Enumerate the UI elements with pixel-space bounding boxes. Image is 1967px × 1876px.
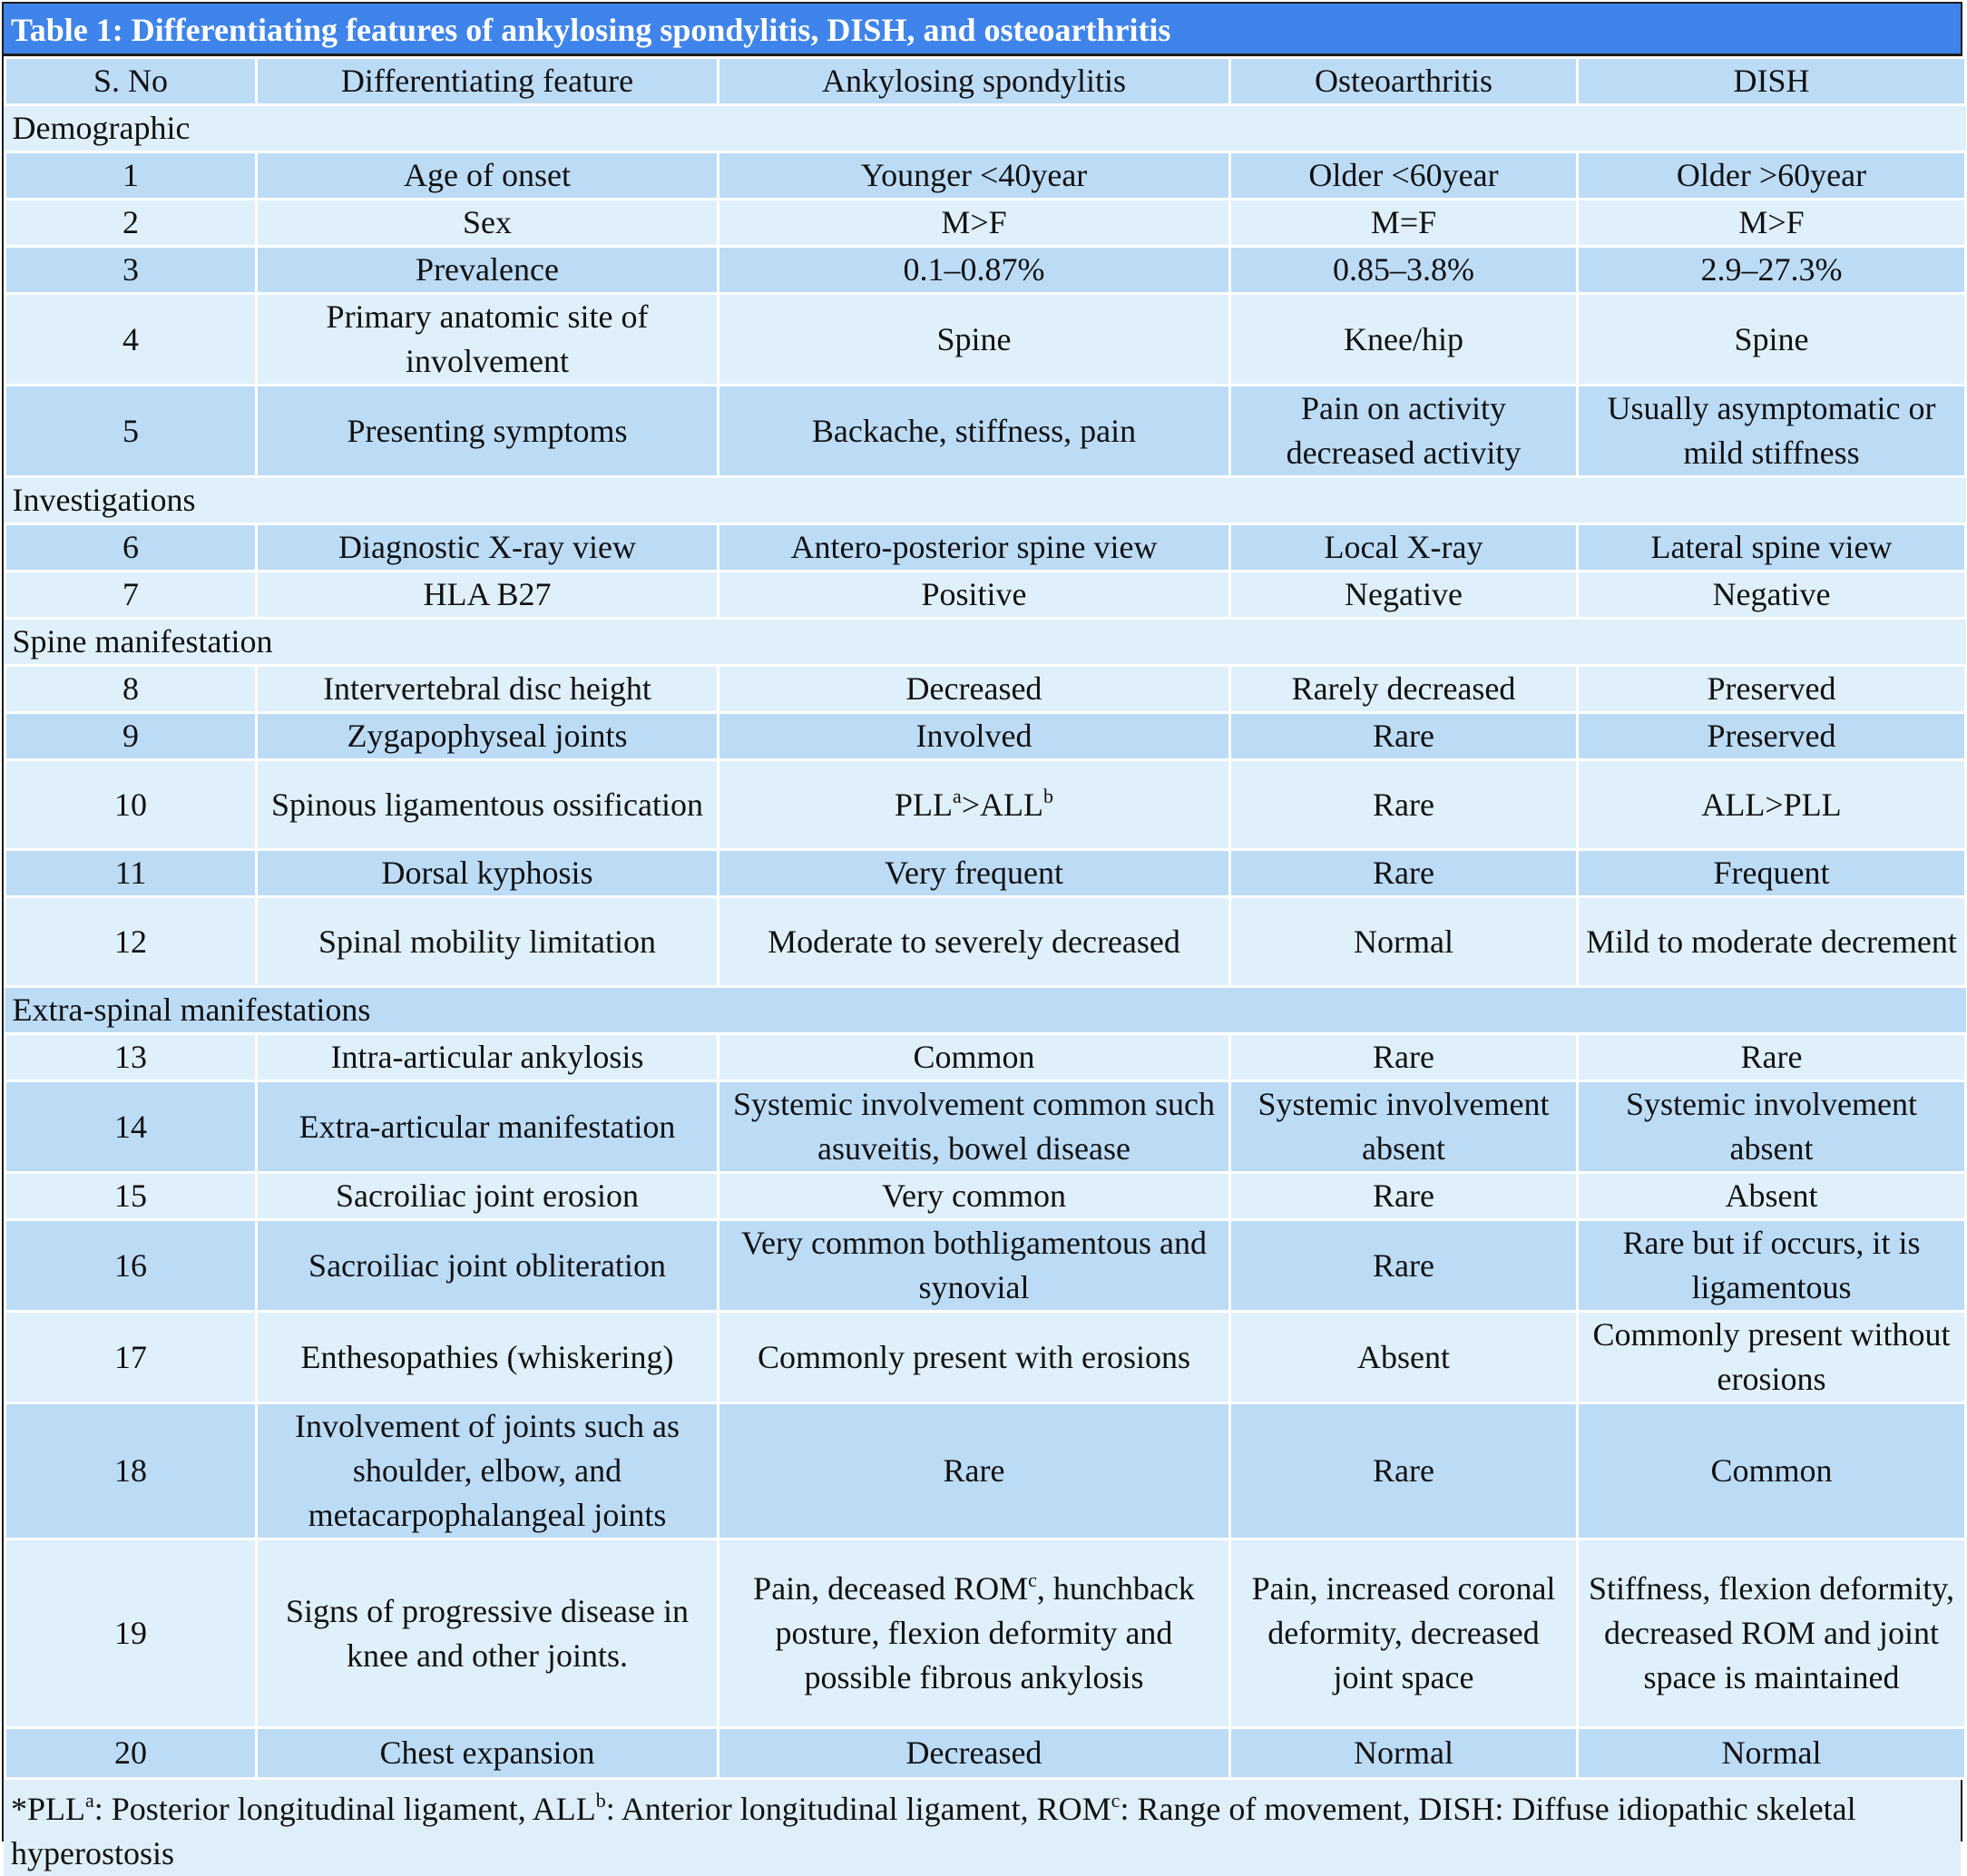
as-cell	[719, 760, 1230, 850]
dish-cell: Usually asymptomatic or mild stiffness	[1578, 386, 1966, 477]
row-number: 20	[5, 1728, 257, 1779]
feature-cell: Zygapophyseal joints	[257, 713, 719, 760]
row-number: 1	[5, 152, 257, 200]
oa-cell: Normal	[1230, 897, 1578, 987]
row-number: 19	[5, 1539, 257, 1728]
header-sno: S. No	[5, 58, 257, 105]
section-row	[5, 477, 1966, 524]
oa-cell: Rare	[1230, 1173, 1578, 1220]
as-cell: Very frequent	[719, 850, 1230, 897]
table-row	[5, 572, 1966, 619]
dish-cell: Normal	[1578, 1728, 1966, 1779]
oa-cell: Pain, increased coronal deformity, decreased joint space	[1230, 1539, 1578, 1728]
dish-cell: Frequent	[1578, 850, 1966, 897]
section-row	[5, 987, 1966, 1034]
as-cell: Younger <40year	[719, 152, 1230, 200]
table-row	[5, 1539, 1966, 1728]
feature-cell: Intervertebral disc height	[257, 666, 719, 713]
as-cell: Common	[719, 1034, 1230, 1081]
feature-cell: Enthesopathies (whiskering)	[257, 1312, 719, 1403]
oa-cell: Pain on activity decreased activity	[1230, 386, 1578, 477]
header-feature: Differentiating feature	[257, 58, 719, 105]
dish-cell: Preserved	[1578, 666, 1966, 713]
table-row	[5, 152, 1966, 200]
as-cell	[719, 1539, 1230, 1728]
as-cell: Moderate to severely decreased	[719, 897, 1230, 987]
feature-cell: Signs of progressive disease in knee and other joints.	[257, 1539, 719, 1728]
all-text: >ALL	[961, 786, 1044, 823]
as-cell: Systemic involvement common such asuveitis, bowel disease	[719, 1081, 1230, 1173]
table-row	[5, 1173, 1966, 1220]
table-row	[5, 666, 1966, 713]
oa-cell: M=F	[1230, 200, 1578, 247]
as-cell: Decreased	[719, 1728, 1230, 1779]
row-number: 12	[5, 897, 257, 987]
row-number: 10	[5, 760, 257, 850]
as-cell: Backache, stiffness, pain	[719, 386, 1230, 477]
oa-cell: Rare	[1230, 1220, 1578, 1312]
table-row	[5, 200, 1966, 247]
table-row	[5, 524, 1966, 572]
footnote-sup-b: b	[595, 1789, 606, 1812]
section-row	[5, 619, 1966, 666]
dish-cell: Mild to moderate decrement	[1578, 897, 1966, 987]
footnote-text-1: : Posterior longitudinal ligament, ALL	[93, 1791, 596, 1827]
oa-cell: 0.85–3.8%	[1230, 247, 1578, 294]
dish-cell: Systemic involvement absent	[1578, 1081, 1966, 1173]
feature-cell: Extra-articular manifestation	[257, 1081, 719, 1173]
as-cell: Decreased	[719, 666, 1230, 713]
header-row	[5, 58, 1966, 105]
feature-cell: Prevalence	[257, 247, 719, 294]
row-number: 5	[5, 386, 257, 477]
dish-cell: Lateral spine view	[1578, 524, 1966, 572]
row-number: 11	[5, 850, 257, 897]
row-number: 15	[5, 1173, 257, 1220]
oa-cell: Systemic involvement absent	[1230, 1081, 1578, 1173]
oa-cell: Rare	[1230, 760, 1578, 850]
feature-cell: Primary anatomic site of involvement	[257, 294, 719, 386]
section-demographic: Demographic	[5, 105, 1966, 152]
dish-cell: Rare but if occurs, it is ligamentous	[1578, 1220, 1966, 1312]
table-row	[5, 294, 1966, 386]
table-row	[5, 1220, 1966, 1312]
feature-cell: Sex	[257, 200, 719, 247]
dish-cell: Negative	[1578, 572, 1966, 619]
oa-cell: Rare	[1230, 1034, 1578, 1081]
table-row	[5, 1034, 1966, 1081]
superscript-b: b	[1043, 784, 1054, 807]
dish-cell: M>F	[1578, 200, 1966, 247]
table-row	[5, 386, 1966, 477]
as-cell: Positive	[719, 572, 1230, 619]
oa-cell: Rarely decreased	[1230, 666, 1578, 713]
feature-cell: Dorsal kyphosis	[257, 850, 719, 897]
dish-cell: Absent	[1578, 1173, 1966, 1220]
section-spine: Spine manifestation	[5, 619, 1966, 666]
row-number: 8	[5, 666, 257, 713]
as-cell: Commonly present with erosions	[719, 1312, 1230, 1403]
dish-cell: 2.9–27.3%	[1578, 247, 1966, 294]
dish-cell: Stiffness, flexion deformity, decreased ROM and joint space is maintained	[1578, 1539, 1966, 1728]
superscript-a: a	[952, 784, 962, 807]
section-extra-spinal: Extra-spinal manifestations	[5, 987, 1966, 1034]
oa-cell: Knee/hip	[1230, 294, 1578, 386]
feature-cell: Involvement of joints such as shoulder, elbow, and metacarpophalangeal joints	[257, 1403, 719, 1539]
feature-cell: Spinal mobility limitation	[257, 897, 719, 987]
table-row	[5, 897, 1966, 987]
table-title: Table 1: Differentiating features of ankylosing spondylitis, DISH, and osteoarthritis	[4, 4, 1961, 56]
oa-cell: Absent	[1230, 1312, 1578, 1403]
table-row	[5, 713, 1966, 760]
dish-cell: Preserved	[1578, 713, 1966, 760]
footnote-sup-a: a	[85, 1789, 94, 1812]
feature-cell: Presenting symptoms	[257, 386, 719, 477]
as-cell: 0.1–0.87%	[719, 247, 1230, 294]
as-cell: Involved	[719, 713, 1230, 760]
oa-cell: Negative	[1230, 572, 1578, 619]
table-row	[5, 1312, 1966, 1403]
row-number: 17	[5, 1312, 257, 1403]
as-cell: Antero-posterior spine view	[719, 524, 1230, 572]
dish-cell: Spine	[1578, 294, 1966, 386]
footnote-sup-c: c	[1111, 1789, 1121, 1812]
dish-cell: Common	[1578, 1403, 1966, 1539]
row-number: 18	[5, 1403, 257, 1539]
row-number: 3	[5, 247, 257, 294]
oa-cell: Rare	[1230, 713, 1578, 760]
row-number: 16	[5, 1220, 257, 1312]
section-row	[5, 105, 1966, 152]
table-row	[5, 1403, 1966, 1539]
pll-text: PLL	[894, 786, 953, 823]
row-number: 2	[5, 200, 257, 247]
table-row	[5, 1081, 1966, 1173]
header-dish: DISH	[1578, 58, 1966, 105]
section-investigations: Investigations	[5, 477, 1966, 524]
dish-cell: Rare	[1578, 1034, 1966, 1081]
table-row	[5, 850, 1966, 897]
oa-cell: Rare	[1230, 1403, 1578, 1539]
feature-cell: Age of onset	[257, 152, 719, 200]
oa-cell: Normal	[1230, 1728, 1578, 1779]
table-row	[5, 247, 1966, 294]
footnote-text-2: : Anterior longitudinal ligament, ROM	[605, 1791, 1111, 1827]
feature-cell: HLA B27	[257, 572, 719, 619]
feature-cell: Spinous ligamentous ossification	[257, 760, 719, 850]
table-footnote	[4, 1780, 1961, 1876]
feature-cell: Intra-articular ankylosis	[257, 1034, 719, 1081]
feature-cell: Sacroiliac joint obliteration	[257, 1220, 719, 1312]
dish-cell: ALL>PLL	[1578, 760, 1966, 850]
table-row	[5, 1728, 1966, 1779]
oa-cell: Local X-ray	[1230, 524, 1578, 572]
header-osteoarthritis: Osteoarthritis	[1230, 58, 1578, 105]
as-cell: Rare	[719, 1403, 1230, 1539]
header-ankylosing-spondylitis: Ankylosing spondylitis	[719, 58, 1230, 105]
rom-text: Pain, deceased ROM	[753, 1570, 1029, 1607]
row-number: 9	[5, 713, 257, 760]
footnote-pll: *PLL	[11, 1791, 86, 1827]
dish-cell: Older >60year	[1578, 152, 1966, 200]
row-number: 14	[5, 1081, 257, 1173]
feature-cell: Diagnostic X-ray view	[257, 524, 719, 572]
oa-cell: Older <60year	[1230, 152, 1578, 200]
as-cell: Spine	[719, 294, 1230, 386]
row-number: 7	[5, 572, 257, 619]
row-number: 6	[5, 524, 257, 572]
as-cell: Very common	[719, 1173, 1230, 1220]
superscript-c: c	[1028, 1568, 1037, 1591]
feature-cell: Sacroiliac joint erosion	[257, 1173, 719, 1220]
as-cell: M>F	[719, 200, 1230, 247]
table-container	[2, 2, 1962, 1871]
rom-rest-text: , hunchback posture, flexion deformity and possible fibrous ankylosis	[775, 1570, 1195, 1695]
as-cell: Very common bothligamentous and synovial	[719, 1220, 1230, 1312]
features-table	[4, 56, 1967, 1780]
table-row	[5, 760, 1966, 850]
footnote-text-3: : Range of movement, DISH: Diffuse idiopathic skeletal hyperostosis	[11, 1791, 1856, 1871]
row-number: 13	[5, 1034, 257, 1081]
oa-cell: Rare	[1230, 850, 1578, 897]
dish-cell: Commonly present without erosions	[1578, 1312, 1966, 1403]
feature-cell: Chest expansion	[257, 1728, 719, 1779]
row-number: 4	[5, 294, 257, 386]
